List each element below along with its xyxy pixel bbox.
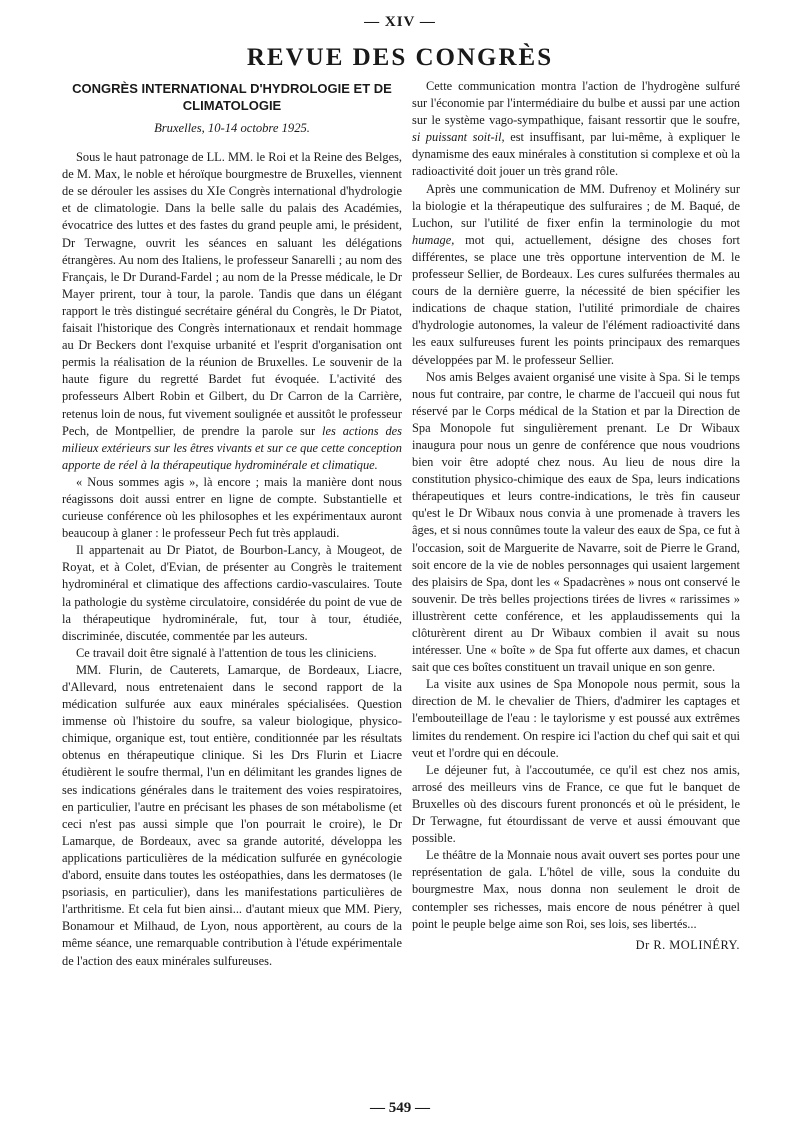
paragraph-6-italic: si puissant soit-il, xyxy=(412,130,505,145)
left-column xyxy=(62,80,402,970)
page-number-roman: — XIV — xyxy=(364,14,436,30)
paragraph-6-text-a: Cette communication montra l'action de l'hydrogène sulfuré sur l'économie par l'intermédiaire du bulbe et aussi par une action sur le système vago-sympathique, faisant ressortir que le soufre, xyxy=(412,79,740,128)
paragraph-3: Il appartenait au Dr Piatot, de Bourbon-Lancy, à Mougeot, de Royat, et à Colet, d'Evian, de présenter au Congrès le traitement hydrominéral et climatique des affections cardio-vasculaires. Toute la pathologie du système circulatoire, considérée du point de vue de la thérapeutique hydrominérale, fut, tour à tour, étudiée, discriminée, discutée, commentée par les auteurs. xyxy=(62,543,402,643)
paragraph-9: La visite aux usines de Spa Monopole nous permit, sous la direction de M. le chevalier de Thiers, d'admirer les captages et l'embouteillage de l'eau : le taylorisme y est poussé aux extrêmes limites du rendement. On respire ici l'action du chef qui sait et qui veut et l'ordre qui en découle. xyxy=(412,677,740,760)
paragraph-7 xyxy=(412,181,740,369)
right-column xyxy=(412,78,740,954)
paragraph-1-text: Sous le haut patronage de LL. MM. le Roi et la Reine des Belges, de M. Max, le noble et héroïque bourgmestre de Bruxelles, viennent de se dérouler les assises du XIe Congrès international d'hydrologie et de climatologie. Dans la belle salle du palais des Académies, évocatrice des luttes et des fastes du grand peuple ami, le président, Dr Terwagne, ouvrit les séances en saluant les délégations étrangères. Au nom des Italiens, le professeur Sanarelli ; au nom des Français, le Dr Durand-Fardel ; au nom de la Presse médicale, le Dr Mayer prirent, tour à tour, la parole. Tandis que dans un élégant rapport le très distingué secrétaire général du Congrès, le Dr Piatot, faisait l'historique des Congrès internationaux et rendait hommage au Dr Beckers dont l'exquise urbanité et l'esprit d'organisation ont permis la réalisation de la réunion de Bruxelles. Le souvenir de la haute figure du regretté Bardet fut évoquée. L'activité des professeurs Albert Robin et Gilbert, du Dr Carron de la Carrière, retenus loin de nous, fut vivement soulignée et aussitôt le professeur Pech, de Montpellier, de prendre la parole sur xyxy=(62,150,402,438)
paragraph-1-italic: les actions des milieux extérieurs sur les êtres vivants et sur ce que cette conception apporte de réel à la thérapeutique hydrominérale et climatique. xyxy=(62,423,402,472)
paragraph-7-italic: humage, xyxy=(412,232,455,247)
paragraph-10: Le déjeuner fut, à l'accoutumée, ce qu'il est chez nos amis, arrosé des meilleurs vins de France, ce que fut le banquet de Bruxelles où des discours furent prononcés et où le président, le Dr Terwagne, fut étourdissant de verve et aussi émouvant que possible. xyxy=(412,762,740,846)
article-title: CONGRÈS INTERNATIONAL D'HYDROLOGIE ET DE CLIMATOLOGIE xyxy=(72,81,392,113)
paragraph-5: MM. Flurin, de Cauterets, Lamarque, de Bordeaux, Liacre, d'Allevard, nous entretenaient dans le second rapport de la médication sulfurée aux eaux minérales spécialisées. Question immense où l'histoire du soufre, sa valeur biologique, physico-chimique, organique est, tout entière, conditionnée par les résultats obtenus en thérapeutique clinique. Si les Drs Flurin et Liacre étudièrent le soufre thermal, l'un en délimitant les grandes lignes de ses indications générales dans le traitement des voies respiratoires, en particulier, l'autre en précisant les phases de son métabolisme (et ceci n'est pas aussi simple que l'on pourrait le croire), le Dr Lamarque, de Bordeaux, avec sa grande autorité, développa les applications particulières de la médication sulfurée en gynécologie d'abord, ensuite dans toutes les ostéopathies, dans les dermatoses (le psoriasis, en particulier), dans les manifestations particulières de l'arthritisme. Et cela fut bien ainsi... d'autant mieux que MM. Piery, Bonamour et Milhaud, de Lyon, nous apportèrent, au cours de la même séance, une remarquable contribution à l'étude expérimentale de l'action des eaux minérales sulfureuses. xyxy=(62,662,402,968)
paragraph-7-text-c: mot qui, actuellement, désigne des choses fort différentes, se place une très opportune intervention de M. le professeur Sellier, de Bordeaux. Les cures sulfurées thermales au cours de la dernière guerre, la nécessité de bien spécifier les indications de chaque station, l'utilité primordiale de chaires d'hydrologie autonomes, la valeur de l'élément radioactivité dans les eaux sulfureuses furent les points principaux des remarques développées par M. le professeur Sellier. xyxy=(412,232,740,367)
paragraph-11: Le théâtre de la Monnaie nous avait ouvert ses portes pour une représentation de gala. L'hôtel de ville, sous la conduite du bourgmestre Max, nous donna non seulement le droit de contempler ses richesses, mais encore de nous pénétrer à quel point le peuple belge aime son Roi, ses lois, ses libertés... xyxy=(412,848,740,931)
author-signature: Dr R. MOLINÉRY. xyxy=(635,937,740,952)
paragraph-4: Ce travail doit être signalé à l'attention de tous les cliniciens. xyxy=(76,645,377,660)
paragraph-8: Nos amis Belges avaient organisé une visite à Spa. Si le temps nous fut contraire, par contre, le charme de l'accueil qui nous fut réservé par le Corps médical de la Station et par la Direction de Spa Monopole fut singulièrement prenant. Le Dr Wibaux inaugura pour nous un genre de conférence que nous voudrions bien voir être adopté chez nous. Au lieu de nous dire la constitution physico-chimique des eaux de Spa, leurs indications thérapeutiques et leurs contre-indications, le très fin causeur qu'est le Dr Wibaux nous convia à une promenade à travers les âges, et si nous connûmes toute la valeur des eaux de Spa, ce fut à l'occasion, soit de Marguerite de Navarre, soit de Pierre le Grand, soit encore de la vie de nobles personnages qui usaient largement des plaisirs de Spa, dont les « Spadacrènes » nous ont conservé le souvenir. De très belles projections tirées de livres « rarissimes » illustrèrent cette conférence, et les applaudissements qui la clôturèrent dirent au Dr Wibaux combien il avait su nous intéresser. Une « boîte » de Spa fut offerte aux dames, et chacun sait que ces boîtes constituent un travail unique en son genre. xyxy=(412,369,740,675)
journal-section-title: REVUE DES CONGRÈS xyxy=(246,44,554,71)
paragraph-2: « Nous sommes agis », là encore ; mais la manière dont nous réagissons doit aussi entrer en ligne de compte. Substantielle et curieuse conférence où les philosophes et les expérimentaux auront beaucoup à glaner : le professeur Pech fut très applaudi. xyxy=(62,474,402,541)
paragraph-1 xyxy=(62,149,402,474)
article-dateline: Bruxelles, 10-14 octobre 1925. xyxy=(154,121,310,135)
paragraph-6-text-c: est insuffisant, par lui-même, à expliquer le dynamisme des eaux minérales à constitution si complexe et où la radioactivité doit jouer un très grand rôle. xyxy=(412,130,740,179)
page-number: — 549 — xyxy=(370,1100,430,1116)
paragraph-7-text-a: Après une communication de MM. Dufrenoy et Molinéry sur la biologie et la thérapeutique des sulfuraires ; de M. Baqué, de Luchon, sur l'utilité de fixer enfin la terminologie du mot xyxy=(412,181,740,230)
paragraph-6 xyxy=(412,78,740,181)
